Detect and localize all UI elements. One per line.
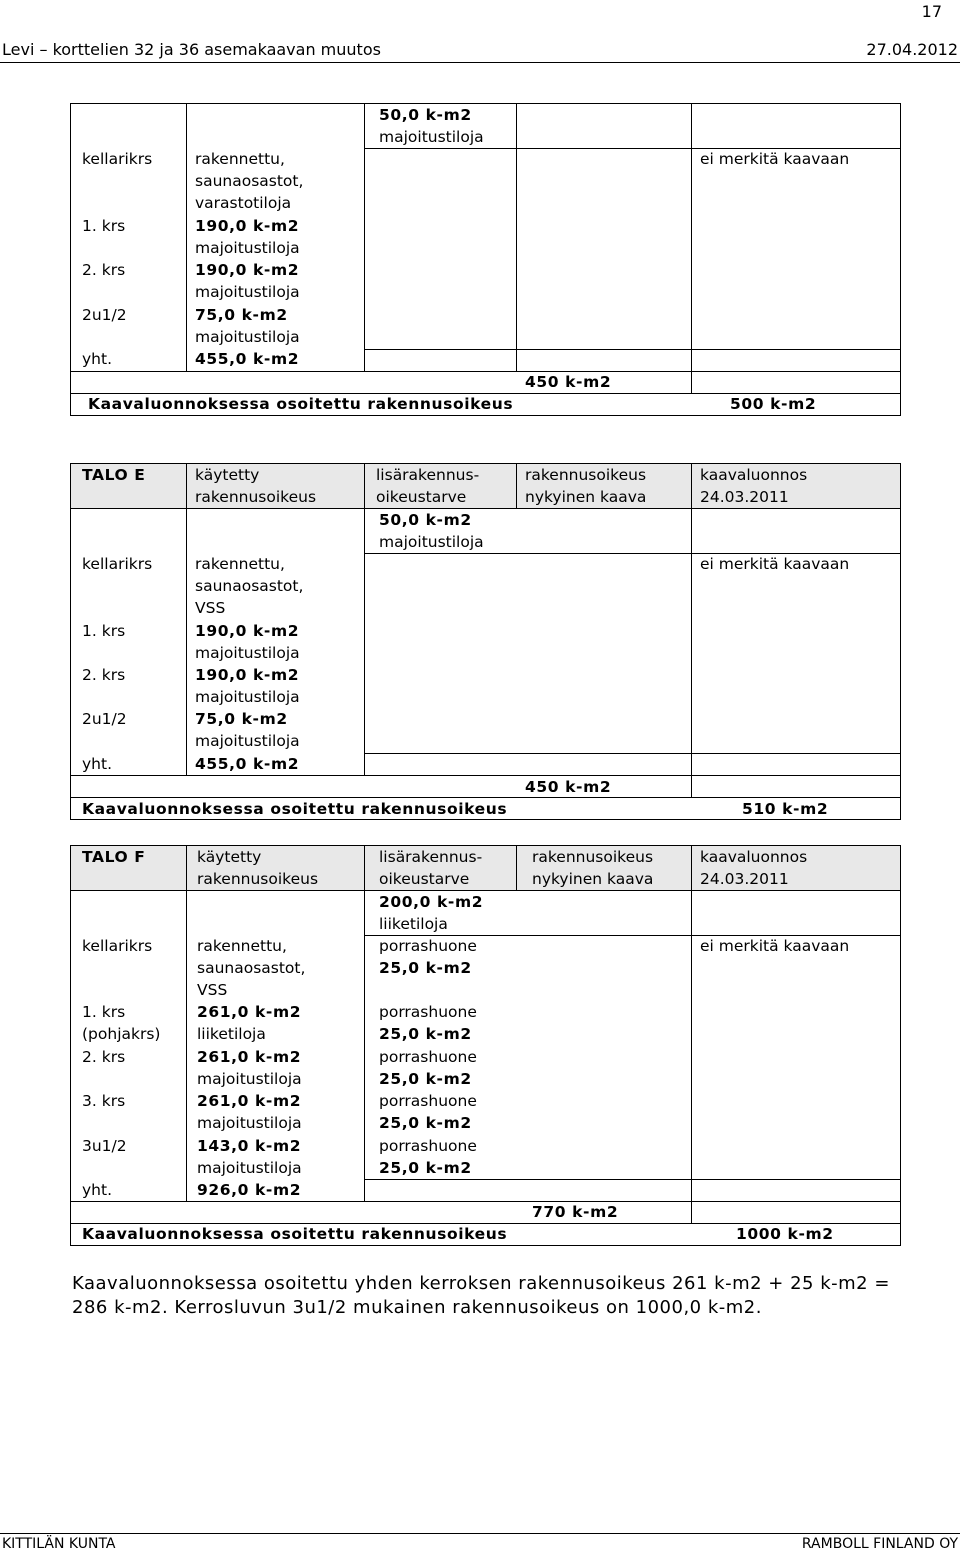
use-text: VSS [195,599,226,617]
floor-label: 1. krs [82,217,126,235]
extra-value: 25,0 k-m2 [379,1159,472,1177]
use-text: majoitustiloja [197,1070,302,1088]
plan-value: 1000 k-m2 [736,1225,834,1243]
extra-value: 50,0 k-m2 [379,106,472,124]
footer-left: KITTILÄN KUNTA [2,1536,116,1552]
column-header: oikeustarve [376,488,467,506]
plan-label: Kaavaluonnoksessa osoitettu rakennusoikeus [82,1225,508,1243]
plan-label: Kaavaluonnoksessa osoitettu rakennusoikeus [88,395,514,413]
extra-value: 25,0 k-m2 [379,959,472,977]
extra-value: 25,0 k-m2 [379,1070,472,1088]
floor-label: 3u1/2 [82,1137,127,1155]
column-header: nykyinen kaava [532,870,654,888]
floor-label: kellarikrs [82,937,153,955]
footer-right: RAMBOLL FINLAND OY [801,1536,958,1552]
use-value: 190,0 k-m2 [195,622,300,640]
floor-label: yht. [82,1181,113,1199]
page-footer [0,1533,960,1552]
current-plan-value: 450 k-m2 [525,778,612,796]
extra-value: 25,0 k-m2 [379,1025,472,1043]
column-header: nykyinen kaava [525,488,647,506]
floor-label: kellarikrs [82,555,153,573]
floor-label: 1. krs [82,622,126,640]
use-text: majoitustiloja [195,239,300,257]
column-header: rakennusoikeus [195,488,317,506]
use-text: rakennettu, [197,937,287,955]
page-number: 17 [921,2,942,21]
use-value: 143,0 k-m2 [197,1137,302,1155]
column-header: käytetty [197,848,262,866]
use-value: 190,0 k-m2 [195,261,300,279]
current-plan-value: 770 k-m2 [532,1203,619,1221]
extra-type: porrashuone [379,1092,477,1110]
building-label: TALO E [82,466,146,484]
note-line: Kaavaluonnoksessa osoitettu yhden kerroksen rakennusoikeus 261 k-m2 + 25 k-m2 = [72,1273,890,1294]
floor-label: 2u1/2 [82,710,127,728]
extra-value: 200,0 k-m2 [379,893,484,911]
total-value: 455,0 k-m2 [195,350,300,368]
extra-type: majoitustiloja [379,533,484,551]
use-value: 75,0 k-m2 [195,306,288,324]
use-text: saunaosastot, [195,172,304,190]
column-header: kaavaluonnos [700,848,808,866]
extra-type: porrashuone [379,1003,477,1021]
use-text: saunaosastot, [197,959,306,977]
use-text: majoitustiloja [197,1114,302,1132]
use-text: liiketiloja [197,1025,266,1043]
column-header: lisärakennus- [379,848,483,866]
plan-label: Kaavaluonnoksessa osoitettu rakennusoikeus [82,800,508,818]
use-text: varastotiloja [195,194,292,212]
use-value: 190,0 k-m2 [195,666,300,684]
extra-type: porrashuone [379,1048,477,1066]
floor-label: 2. krs [82,261,126,279]
floor-label: 2. krs [82,666,126,684]
floor-label: kellarikrs [82,150,153,168]
plan-note: ei merkitä kaavaan [700,555,850,573]
use-value: 190,0 k-m2 [195,217,300,235]
use-value: 75,0 k-m2 [195,710,288,728]
extra-type: porrashuone [379,1137,477,1155]
floor-label: 3. krs [82,1092,126,1110]
plan-value: 500 k-m2 [730,395,817,413]
use-text: majoitustiloja [195,688,300,706]
total-value: 926,0 k-m2 [197,1181,302,1199]
use-text: VSS [197,981,228,999]
floor-label: yht. [82,755,113,773]
plan-note: ei merkitä kaavaan [700,150,850,168]
use-text: majoitustiloja [195,328,300,346]
use-text: majoitustiloja [197,1159,302,1177]
use-text: majoitustiloja [195,283,300,301]
plan-note: ei merkitä kaavaan [700,937,850,955]
column-header: käytetty [195,466,260,484]
current-plan-value: 450 k-m2 [525,373,612,391]
column-header: 24.03.2011 [700,488,789,506]
extra-value: 25,0 k-m2 [379,1114,472,1132]
extra-value: 50,0 k-m2 [379,511,472,529]
column-header: kaavaluonnos [700,466,808,484]
column-header: oikeustarve [379,870,470,888]
header-title: Levi – korttelien 32 ja 36 asemakaavan muutos [2,40,381,59]
page-header [0,40,960,63]
use-text: rakennettu, [195,555,285,573]
summary-note [72,1272,890,1320]
floor-label: yht. [82,350,113,368]
use-value: 261,0 k-m2 [197,1048,302,1066]
column-header: rakennusoikeus [532,848,654,866]
extra-type: porrashuone [379,937,477,955]
total-value: 455,0 k-m2 [195,755,300,773]
use-text: saunaosastot, [195,577,304,595]
header-date: 27.04.2012 [866,40,958,59]
plan-value: 510 k-m2 [742,800,829,818]
column-header: lisärakennus- [376,466,480,484]
floor-label: (pohjakrs) [82,1025,161,1043]
use-text: majoitustiloja [195,732,300,750]
floor-label: 2u1/2 [82,306,127,324]
use-value: 261,0 k-m2 [197,1003,302,1021]
note-line: 286 k-m2. Kerrosluvun 3u1/2 mukainen rakennusoikeus on 1000,0 k-m2. [72,1297,762,1318]
extra-type: liiketiloja [379,915,448,933]
floor-label: 1. krs [82,1003,126,1021]
use-text: majoitustiloja [195,644,300,662]
column-header: rakennusoikeus [197,870,319,888]
building-label: TALO F [82,848,146,866]
extra-type: majoitustiloja [379,128,484,146]
use-value: 261,0 k-m2 [197,1092,302,1110]
use-text: rakennettu, [195,150,285,168]
column-header: 24.03.2011 [700,870,789,888]
floor-label: 2. krs [82,1048,126,1066]
column-header: rakennusoikeus [525,466,647,484]
